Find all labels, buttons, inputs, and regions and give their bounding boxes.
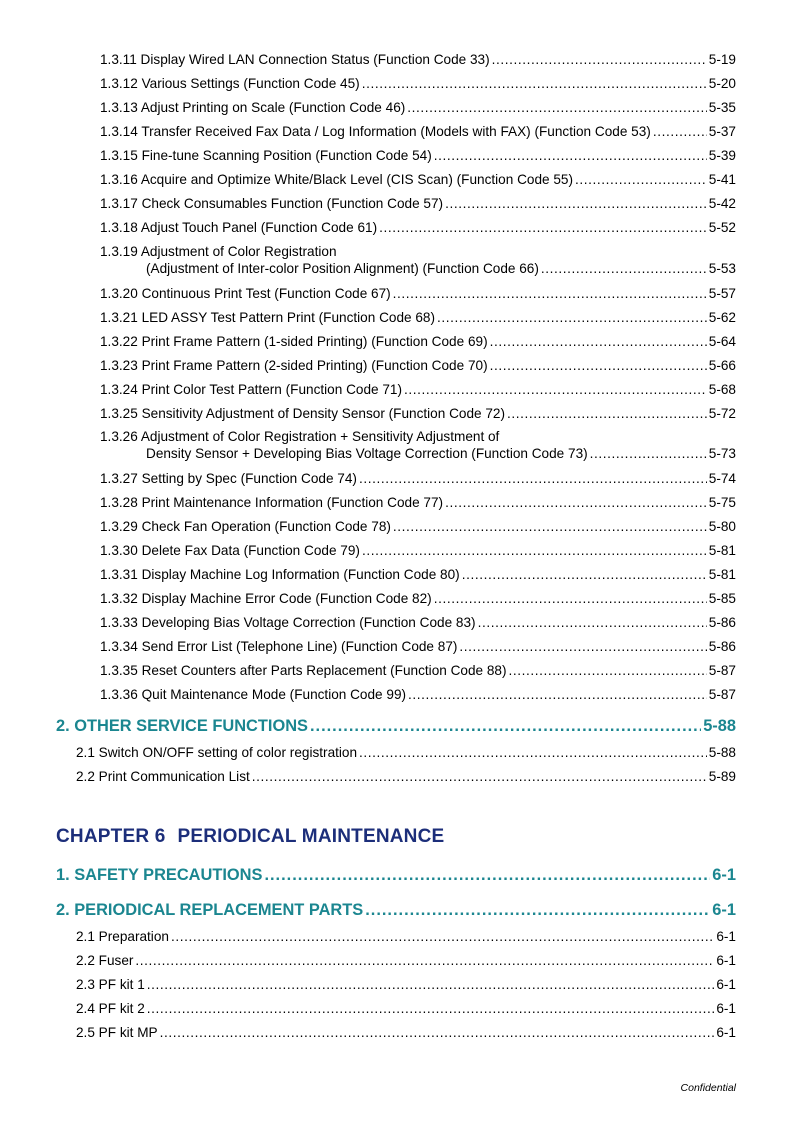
- toc-entry[interactable]: [100, 76, 736, 91]
- toc-entry-label: 1.3.20 Continuous Print Test (Function Code 67): [100, 286, 391, 301]
- toc-entry-page: 5-80: [708, 519, 736, 534]
- toc-entry-page: 5-19: [708, 52, 736, 67]
- toc-entry-page: 5-68: [708, 382, 736, 397]
- toc-entry-label: 1.3.15 Fine-tune Scanning Position (Function Code 54): [100, 148, 432, 163]
- toc-entry-page: 5-35: [708, 100, 736, 115]
- toc-entry[interactable]: [76, 929, 736, 944]
- dot-leader: [462, 567, 707, 582]
- toc-entry-label: 1.3.36 Quit Maintenance Mode (Function Code 99): [100, 687, 407, 702]
- dot-leader: [393, 519, 707, 534]
- toc-entry[interactable]: [100, 543, 736, 558]
- toc-entry-multiline[interactable]: [100, 244, 736, 276]
- toc-entry-label: 2.4 PF kit 2: [76, 1001, 145, 1016]
- dot-leader: [408, 687, 707, 702]
- toc-entry[interactable]: [100, 358, 736, 373]
- toc-section-replacement[interactable]: [56, 901, 736, 920]
- toc-entry-label: 1.3.33 Developing Bias Voltage Correction (Function Code 83): [100, 615, 476, 630]
- toc-entry-page: 6-1: [716, 929, 736, 944]
- toc-entry[interactable]: [100, 495, 736, 510]
- dot-leader: [310, 717, 701, 736]
- toc-section-label: 2. OTHER SERVICE FUNCTIONS: [56, 717, 308, 735]
- dot-leader: [459, 639, 706, 654]
- toc-entry-label: 2.3 PF kit 1: [76, 977, 145, 992]
- dot-leader: [445, 196, 707, 211]
- dot-leader: [359, 471, 707, 486]
- toc-entry-label: 1.3.32 Display Machine Error Code (Function Code 82): [100, 591, 432, 606]
- dot-leader: [252, 769, 707, 784]
- toc-entry[interactable]: [76, 769, 736, 784]
- toc-entry[interactable]: [100, 172, 736, 187]
- toc-entry-label-line2: (Adjustment of Inter-color Position Alignment) (Function Code 66): [146, 261, 539, 276]
- toc-entry-page: 5-88: [708, 745, 736, 760]
- dot-leader: [590, 446, 707, 461]
- toc-entry-multiline[interactable]: [100, 429, 736, 461]
- dot-leader: [404, 382, 707, 397]
- toc-entry-label: 1.3.11 Display Wired LAN Connection Status (Function Code 33): [100, 52, 490, 67]
- toc-entry-page: 5-87: [708, 687, 736, 702]
- toc-section-label: 1. SAFETY PRECAUTIONS: [56, 866, 263, 884]
- dot-leader: [434, 148, 707, 163]
- dot-leader: [393, 286, 707, 301]
- toc-entry-label: 1.3.27 Setting by Spec (Function Code 74): [100, 471, 357, 486]
- toc-entry-label: 2.1 Switch ON/OFF setting of color registration: [76, 745, 358, 760]
- toc-section-page: 6-1: [712, 901, 736, 919]
- toc-entry-label: 1.3.25 Sensitivity Adjustment of Density Sensor (Function Code 72): [100, 406, 505, 421]
- chapter-number: CHAPTER 6: [56, 826, 166, 847]
- toc-entry-label: 1.3.13 Adjust Printing on Scale (Function Code 46): [100, 100, 406, 115]
- toc-entry-label-line2: Density Sensor + Developing Bias Voltage Correction (Function Code 73): [146, 446, 588, 461]
- toc-entry-label: 1.3.12 Various Settings (Function Code 45): [100, 76, 360, 91]
- toc-entry[interactable]: [76, 953, 736, 968]
- toc-entry-page: 5-89: [708, 769, 736, 784]
- toc-section-page: 6-1: [712, 866, 736, 884]
- toc-entry-label: 1.3.30 Delete Fax Data (Function Code 79): [100, 543, 360, 558]
- toc-entry-label: 1.3.28 Print Maintenance Information (Function Code 77): [100, 495, 444, 510]
- toc-entry-page: 5-53: [708, 261, 736, 276]
- toc-entry-page: 5-57: [708, 286, 736, 301]
- toc-entry[interactable]: [100, 220, 736, 235]
- toc-entry-page: 6-1: [716, 977, 736, 992]
- toc-entry-label: 1.3.34 Send Error List (Telephone Line) (Function Code 87): [100, 639, 458, 654]
- chapter-title: PERIODICAL MAINTENANCE: [177, 826, 445, 847]
- toc-entry[interactable]: [76, 977, 736, 992]
- toc-entry[interactable]: [100, 382, 736, 397]
- toc-entry-label: 1.3.21 LED ASSY Test Pattern Print (Function Code 68): [100, 310, 435, 325]
- toc-entry[interactable]: [100, 310, 736, 325]
- toc-entry-label-line1: 1.3.19 Adjustment of Color Registration: [100, 244, 337, 259]
- toc-entry-page: 5-66: [708, 358, 736, 373]
- toc-entry-page: 5-81: [708, 567, 736, 582]
- dot-leader: [171, 929, 714, 944]
- dot-leader: [507, 406, 707, 421]
- toc-entry-label: 1.3.23 Print Frame Pattern (2-sided Printing) (Function Code 70): [100, 358, 488, 373]
- toc-entry[interactable]: [100, 471, 736, 486]
- dot-leader: [541, 261, 707, 276]
- toc-entry-page: 5-74: [708, 471, 736, 486]
- dot-leader: [478, 615, 707, 630]
- toc-entry-line2: [100, 446, 736, 461]
- toc-entry[interactable]: [100, 663, 736, 678]
- toc-section-other-service[interactable]: [56, 717, 736, 736]
- toc-entry-label: 1.3.31 Display Machine Log Information (Function Code 80): [100, 567, 460, 582]
- toc-entry-page: 5-39: [708, 148, 736, 163]
- dot-leader: [147, 1001, 715, 1016]
- toc-section-safety[interactable]: [56, 866, 736, 885]
- toc-entry[interactable]: [100, 286, 736, 301]
- dot-leader: [147, 977, 715, 992]
- toc-entry[interactable]: [100, 148, 736, 163]
- toc-entry[interactable]: [100, 406, 736, 421]
- toc-entry[interactable]: [100, 124, 736, 139]
- toc-entry-page: 5-42: [708, 196, 736, 211]
- toc-entry-label: 1.3.24 Print Color Test Pattern (Function Code 71): [100, 382, 402, 397]
- toc-entry-page: 6-1: [716, 1001, 736, 1016]
- toc-entry-page: 5-86: [708, 639, 736, 654]
- toc-section-page: 5-88: [703, 717, 736, 735]
- toc-entry-page: 5-72: [708, 406, 736, 421]
- toc-entry-label: 1.3.17 Check Consumables Function (Function Code 57): [100, 196, 444, 211]
- toc-entry-page: 5-73: [708, 446, 736, 461]
- toc-entry-page: 5-86: [708, 615, 736, 630]
- dot-leader: [362, 543, 707, 558]
- toc-entry-line2: [100, 261, 736, 276]
- dot-leader: [445, 495, 707, 510]
- dot-leader: [434, 591, 707, 606]
- dot-leader: [407, 100, 706, 115]
- toc-entry-label: 2.2 Fuser: [76, 953, 134, 968]
- toc-entry[interactable]: [76, 1025, 736, 1040]
- toc-section-label: 2. PERIODICAL REPLACEMENT PARTS: [56, 901, 364, 919]
- toc-entry-label: 1.3.29 Check Fan Operation (Function Code 78): [100, 519, 391, 534]
- toc-entry[interactable]: [100, 334, 736, 349]
- dot-leader: [160, 1025, 715, 1040]
- toc-entry-label: 2.2 Print Communication List: [76, 769, 250, 784]
- toc-entry-page: 5-52: [708, 220, 736, 235]
- toc-entry-page: 5-37: [708, 124, 736, 139]
- dot-leader: [362, 76, 707, 91]
- toc-entry-page: 6-1: [716, 1025, 736, 1040]
- dot-leader: [379, 220, 707, 235]
- toc-entry-page: 5-81: [708, 543, 736, 558]
- toc-entry[interactable]: [100, 567, 736, 582]
- dot-leader: [359, 745, 707, 760]
- toc-entry-label: 1.3.18 Adjust Touch Panel (Function Code 61): [100, 220, 378, 235]
- toc-entry-page: 5-87: [708, 663, 736, 678]
- toc-entry-label-line1: 1.3.26 Adjustment of Color Registration + Sensitivity Adjustment of: [100, 429, 500, 444]
- toc-entry-page: 5-75: [708, 495, 736, 510]
- toc-entry-label: 2.1 Preparation: [76, 929, 169, 944]
- toc-entry[interactable]: [100, 639, 736, 654]
- dot-leader: [653, 124, 707, 139]
- toc-entry-page: 6-1: [716, 953, 736, 968]
- toc-entry[interactable]: [100, 196, 736, 211]
- dot-leader: [490, 334, 707, 349]
- toc-entry-page: 5-62: [708, 310, 736, 325]
- toc-entry[interactable]: [100, 591, 736, 606]
- dot-leader: [509, 663, 707, 678]
- dot-leader: [575, 172, 707, 187]
- toc-entry[interactable]: [76, 745, 736, 760]
- dot-leader: [365, 901, 710, 920]
- toc-entry[interactable]: [76, 1001, 736, 1016]
- toc-entry-label: 1.3.35 Reset Counters after Parts Replacement (Function Code 88): [100, 663, 507, 678]
- dot-leader: [437, 310, 707, 325]
- toc-entry-page: 5-64: [708, 334, 736, 349]
- confidential-footer: Confidential: [680, 1082, 736, 1094]
- dot-leader: [492, 52, 707, 67]
- toc-entry-page: 5-85: [708, 591, 736, 606]
- toc-entry-label: 1.3.14 Transfer Received Fax Data / Log Information (Models with FAX) (Function Code 53): [100, 124, 651, 139]
- toc-entry-page: 5-41: [708, 172, 736, 187]
- toc-entry[interactable]: [100, 615, 736, 630]
- dot-leader: [490, 358, 707, 373]
- chapter-heading: [56, 826, 444, 848]
- toc-entry[interactable]: [100, 519, 736, 534]
- toc-entry[interactable]: [100, 52, 736, 67]
- toc-entry[interactable]: [100, 100, 736, 115]
- toc-entry-page: 5-20: [708, 76, 736, 91]
- toc-entry-label: 1.3.22 Print Frame Pattern (1-sided Printing) (Function Code 69): [100, 334, 488, 349]
- toc-entry[interactable]: [100, 687, 736, 702]
- dot-leader: [135, 953, 714, 968]
- toc-entry-label: 2.5 PF kit MP: [76, 1025, 158, 1040]
- toc-entry-label: 1.3.16 Acquire and Optimize White/Black Level (CIS Scan) (Function Code 55): [100, 172, 573, 187]
- dot-leader: [264, 866, 710, 885]
